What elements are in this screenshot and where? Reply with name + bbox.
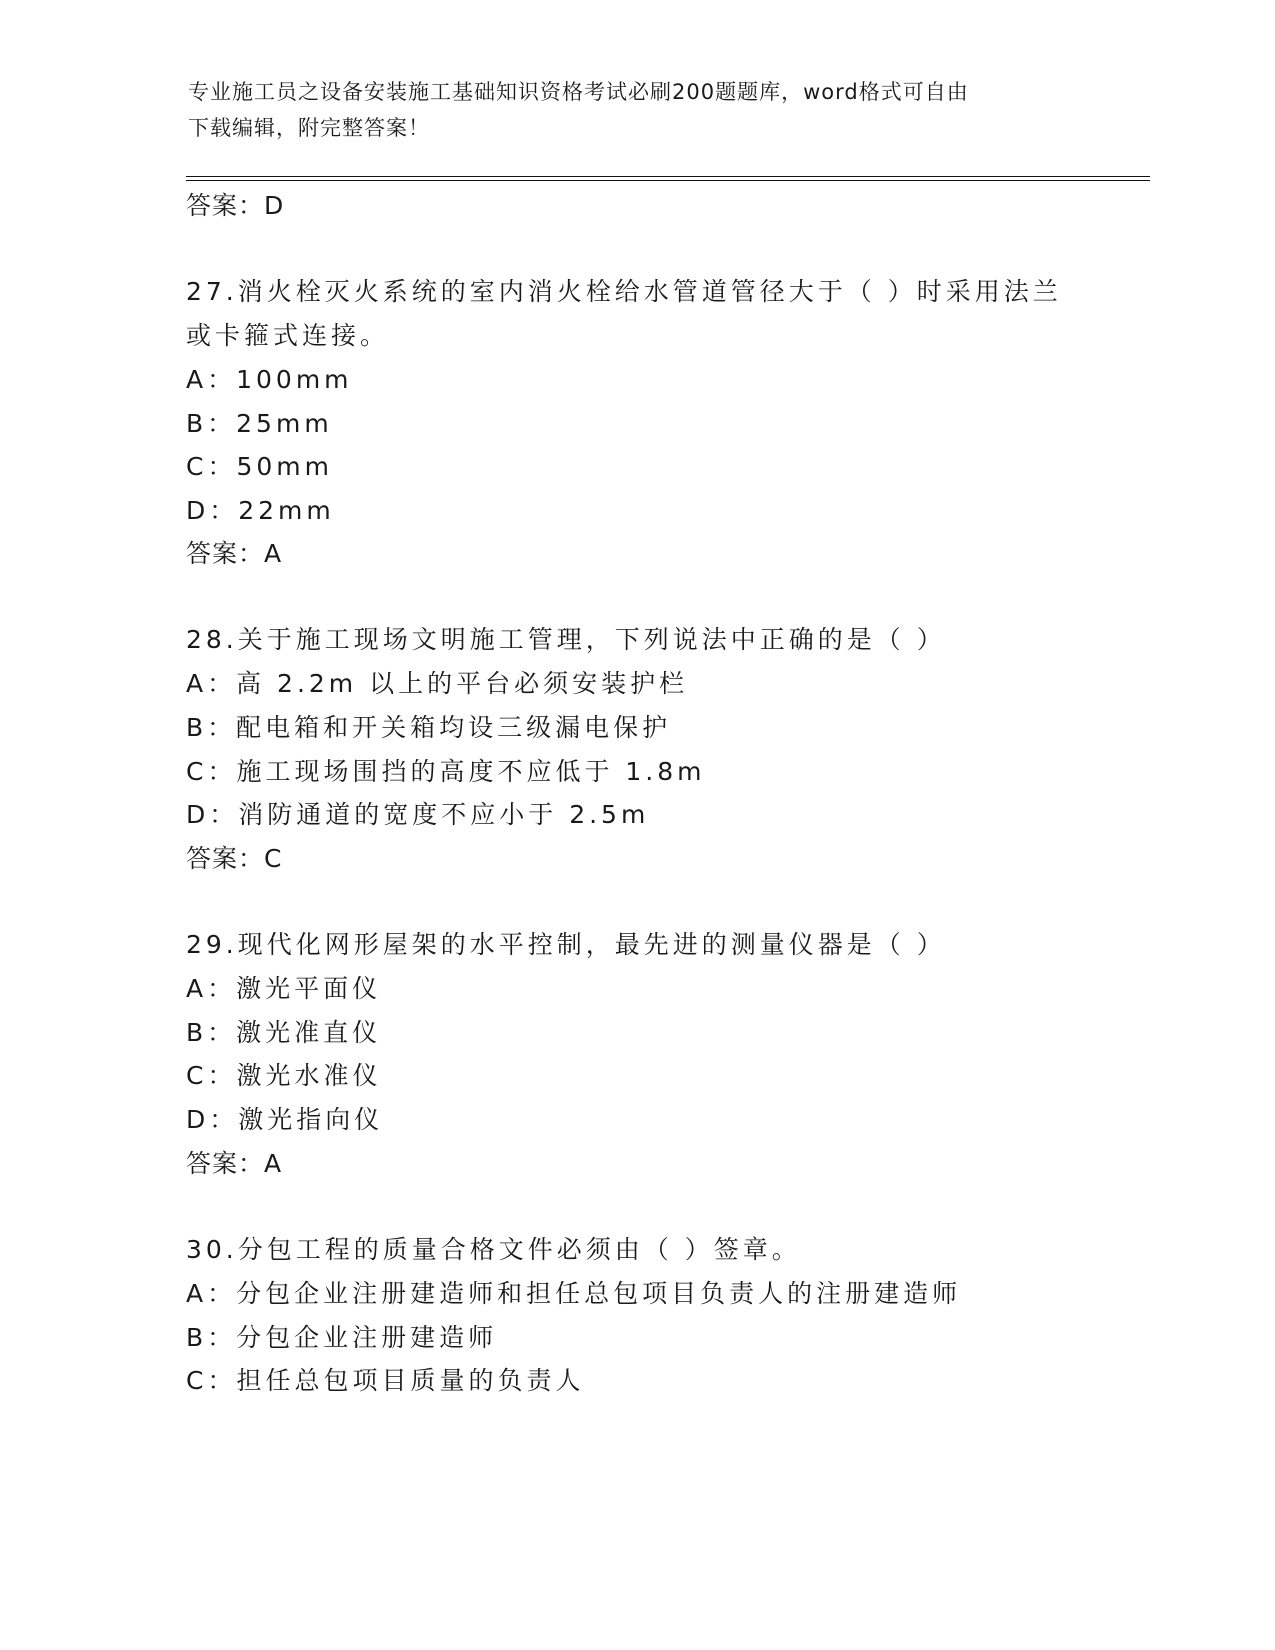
option-c: C：担任总包项目质量的负责人: [186, 1366, 585, 1395]
header-divider: [186, 176, 1150, 181]
option-d: D：消防通道的宽度不应小于 2.5m: [186, 800, 650, 829]
question-stem: 29.现代化网形屋架的水平控制，最先进的测量仪器是（ ）: [186, 930, 946, 959]
option-c: C：施工现场围挡的高度不应低于 1.8m: [186, 757, 706, 786]
option-a: A：100mm: [186, 365, 353, 394]
option-a: A：高 2.2m 以上的平台必须安装护栏: [186, 669, 689, 698]
question-stem: 28.关于施工现场文明施工管理，下列说法中正确的是（ ）: [186, 625, 946, 654]
option-d: D：22mm: [186, 496, 335, 525]
question-stem-continued: 或卡箍式连接。: [186, 321, 390, 350]
header-line-1: 专业施工员之设备安装施工基础知识资格考试必刷200题题库，word格式可自由: [188, 80, 969, 104]
option-a: A：激光平面仪: [186, 974, 382, 1003]
document-header: [188, 74, 1078, 146]
answer-line: 答案：A: [186, 1149, 283, 1178]
option-b: B：分包企业注册建造师: [186, 1323, 498, 1352]
answer-line: 答案：C: [186, 844, 283, 873]
option-d: D：激光指向仪: [186, 1105, 384, 1134]
question-stem: 27.消火栓灭火系统的室内消火栓给水管道管径大于（ ）时采用法兰: [186, 277, 1062, 306]
option-a: A：分包企业注册建造师和担任总包项目负责人的注册建造师: [186, 1279, 962, 1308]
option-b: B：配电箱和开关箱均设三级漏电保护: [186, 713, 672, 742]
option-c: C：50mm: [186, 452, 333, 481]
header-line-2: 下载编辑，附完整答案！: [188, 116, 430, 140]
option-b: B：激光准直仪: [186, 1018, 382, 1047]
answer-line: 答案：A: [186, 539, 283, 568]
option-b: B：25mm: [186, 409, 333, 438]
question-stem: 30.分包工程的质量合格文件必须由（ ）签章。: [186, 1235, 801, 1264]
previous-answer: 答案：D: [186, 191, 285, 220]
option-c: C：激光水准仪: [186, 1061, 382, 1090]
